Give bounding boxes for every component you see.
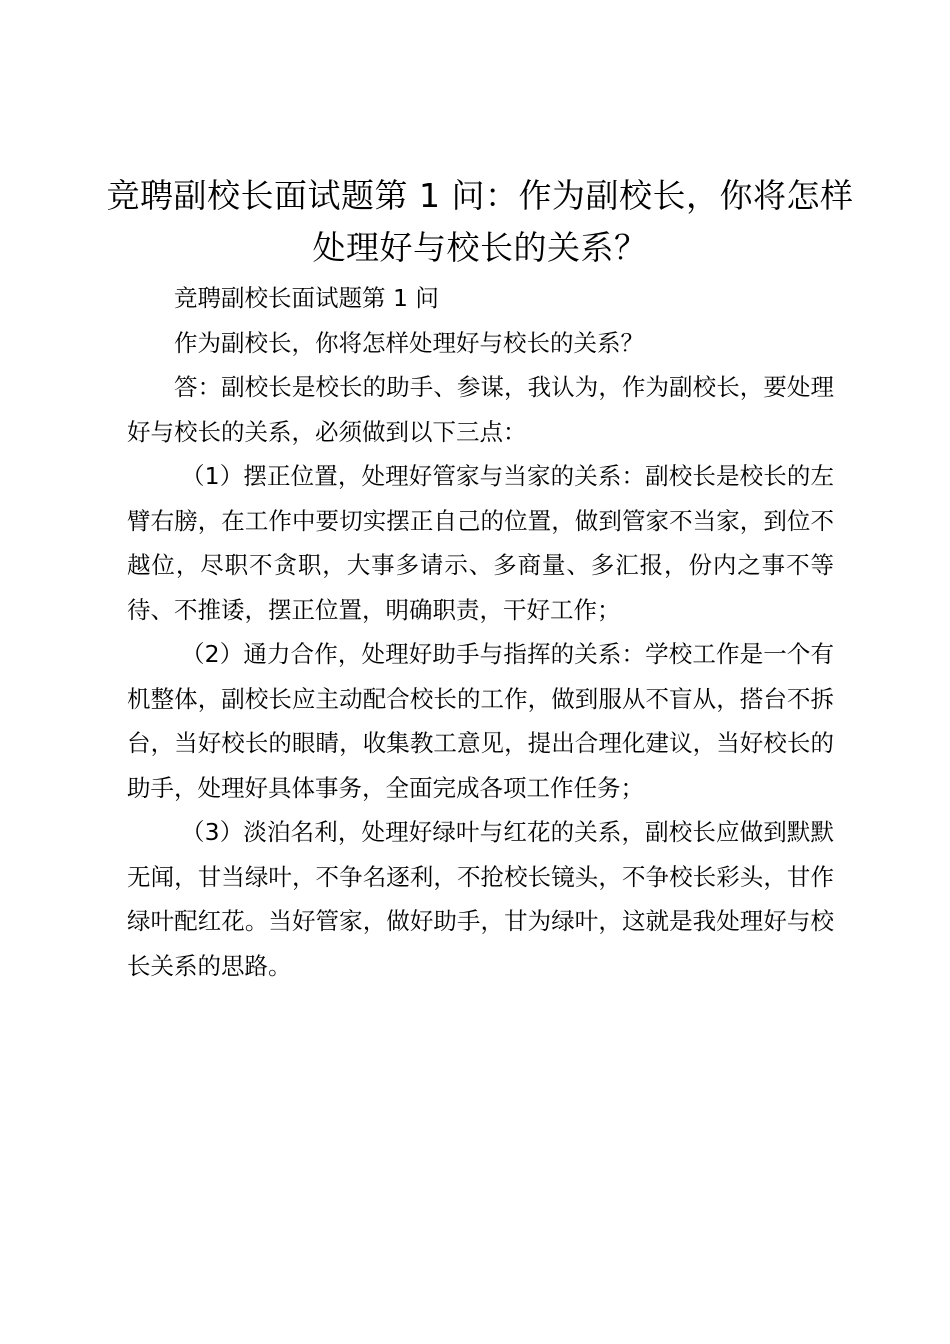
paragraph-point-3: （3）淡泊名利，处理好绿叶与红花的关系，副校长应做到默默无闻，甘当绿叶，不争名逐利，不抢校长镜头，不争校长彩头，甘作绿叶配红花。当好管家，做好助手，甘为绿叶，这就是我处理好与校长关系的思路。 [127,818,834,980]
document-body [127,276,834,988]
document-title: 竞聘副校长面试题第 1 问：作为副校长，你将怎样处理好与校长的关系？ [106,176,854,267]
paragraph-answer-intro: 答：副校长是校长的助手、参谋，我认为，作为副校长，要处理好与校长的关系，必须做到以下三点： [127,373,834,446]
paragraph-heading: 竞聘副校长面试题第 1 问 [174,284,439,312]
paragraph-point-1: （1）摆正位置，处理好管家与当家的关系：副校长是校长的左臂右膀，在工作中要切实摆正自己的位置，做到管家不当家，到位不越位，尽职不贪职，大事多请示、多商量、多汇报，份内之事不等待、不推诿，摆正位置，明确职责，干好工作； [127,462,834,624]
paragraph-question: 作为副校长，你将怎样处理好与校长的关系？ [174,328,644,357]
paragraph-point-2: （2）通力合作，处理好助手与指挥的关系：学校工作是一个有机整体，副校长应主动配合校长的工作，做到服从不盲从，搭台不拆台，当好校长的眼睛，收集教工意见，提出合理化建议，当好校长的助手，处理好具体事务，全面完成各项工作任务； [127,640,834,802]
